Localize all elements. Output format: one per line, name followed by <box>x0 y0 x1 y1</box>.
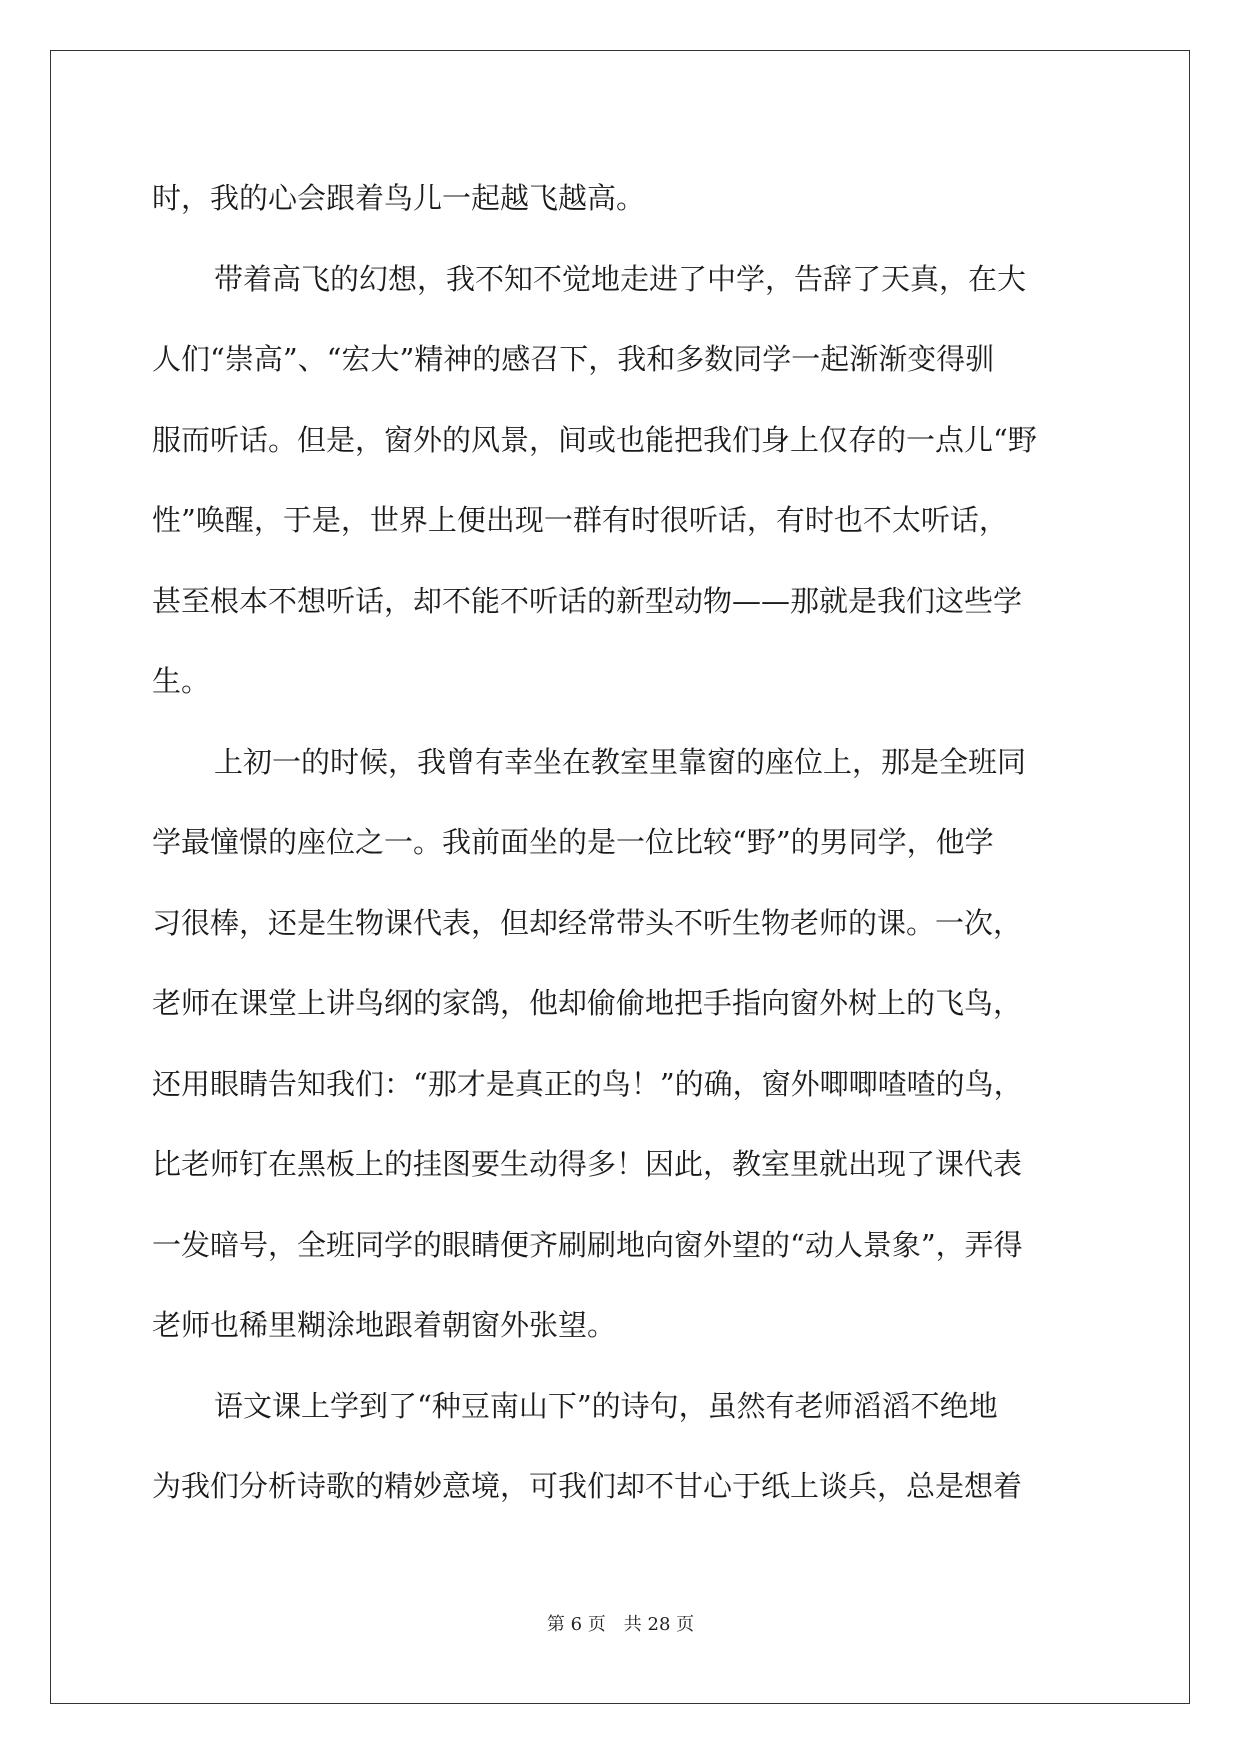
text-line: 甚至根本不想听话，却不能不听话的新型动物——那就是我们这些学 <box>152 583 1023 618</box>
text-line: 服而听话。但是，窗外的风景，间或也能把我们身上仅存的一点儿“野 <box>152 422 1037 457</box>
text-line: 带着高飞的幻想，我不知不觉地走进了中学，告辞了天真，在大 <box>214 261 1027 296</box>
text-line: 习很棒，还是生物课代表，但却经常带头不听生物老师的课。一次， <box>152 905 1023 940</box>
text-line: 上初一的时候，我曾有幸坐在教室里靠窗的座位上，那是全班同 <box>214 744 1027 779</box>
text-line: 比老师钉在黑板上的挂图要生动得多！因此，教室里就出现了课代表 <box>152 1147 1023 1181</box>
text-line: 老师也稀里糊涂地跟着朝窗外张望。 <box>152 1308 617 1342</box>
text-line: 老师在课堂上讲鸟纲的家鸽，他却偷偷地把手指向窗外树上的飞鸟， <box>152 986 1023 1020</box>
text-line: 人们“崇高”、“宏大”精神的感召下，我和多数同学一起渐渐变得驯 <box>152 342 995 376</box>
text-line: 语文课上学到了“种豆南山下”的诗句，虽然有老师滔滔不绝地 <box>214 1388 998 1423</box>
text-line: 性”唤醒，于是，世界上便出现一群有时很听话，有时也不太听话， <box>152 503 1008 537</box>
text-line: 还用眼睛告知我们：“那才是真正的鸟！”的确，窗外唧唧喳喳的鸟， <box>152 1066 1023 1101</box>
page-number: 第 6 页 <box>546 1614 606 1635</box>
page-footer <box>0 1610 1241 1636</box>
text-line: 生。 <box>152 664 211 698</box>
text-line: 时，我的心会跟着鸟儿一起越飞越高。 <box>152 181 646 215</box>
text-line: 为我们分析诗歌的精妙意境，可我们却不甘心于纸上谈兵，总是想着 <box>152 1469 1023 1503</box>
text-line: 学最憧憬的座位之一。我前面坐的是一位比较“野”的男同学，他学 <box>152 825 994 859</box>
document-body <box>152 158 1092 1527</box>
text-line: 一发暗号，全班同学的眼睛便齐刷刷地向窗外望的“动人景象”，弄得 <box>152 1227 1023 1262</box>
page-total: 共 28 页 <box>623 1614 695 1635</box>
